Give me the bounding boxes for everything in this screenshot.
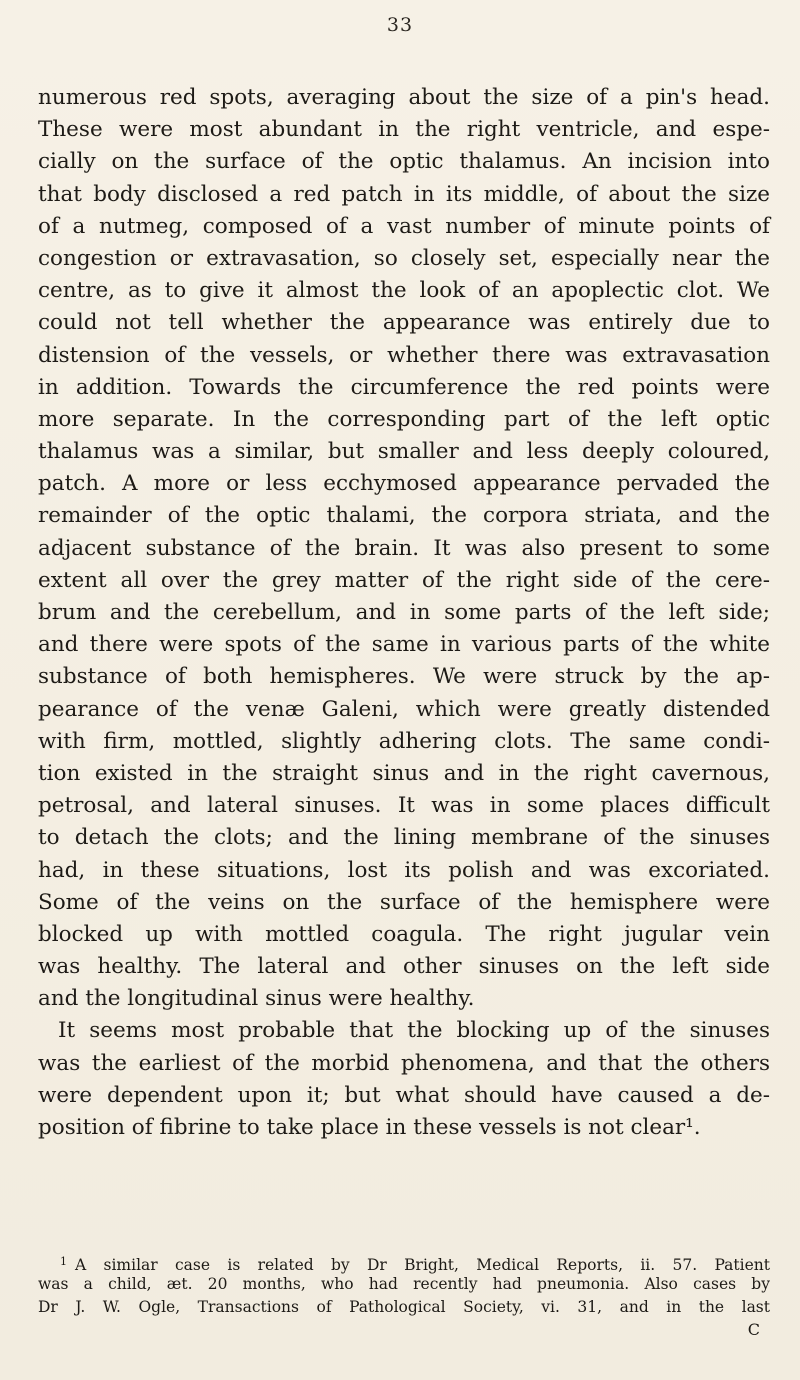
text-line: was the earliest of the morbid phenomena, and that the others: [38, 1050, 770, 1076]
text-line: congestion or extravasation, so closely set, especially near the: [38, 245, 770, 271]
text-line: extent all over the grey matter of the right side of the cere-: [38, 567, 770, 593]
text-line: Some of the veins on the surface of the hemisphere were: [38, 889, 770, 915]
text-line: brum and the cerebellum, and in some parts of the left side;: [38, 600, 770, 625]
text-line: was healthy. The lateral and other sinuses on the left side: [38, 954, 770, 980]
text-line: position of fibrine to take place in these vessels is not clear¹.: [38, 1115, 701, 1140]
text-line: pearance of the venæ Galeni, which were greatly distended: [38, 696, 770, 722]
footnote-line: was a child, æt. 20 months, who had recently had pneumonia. Also cases by: [38, 1275, 770, 1293]
text-line: remainder of the optic thalami, the corpora striata, and the: [38, 503, 770, 529]
footnote-line: Dr J. W. Ogle, Transactions of Pathological Society, vi. 31, and in the last: [38, 1298, 770, 1316]
text-line: of a nutmeg, composed of a vast number of minute points of: [38, 213, 770, 239]
text-line: It seems most probable that the blocking up of the sinuses: [58, 1018, 770, 1044]
text-line: were dependent upon it; but what should have caused a de-: [38, 1082, 770, 1108]
text-line: distension of the vessels, or whether there was extravasation: [38, 342, 770, 368]
text-line: substance of both hemispheres. We were struck by the ap-: [38, 664, 770, 690]
text-line: patch. A more or less ecchymosed appearance pervaded the: [38, 471, 770, 497]
text-line: thalamus was a similar, but smaller and less deeply coloured,: [38, 439, 770, 465]
text-line: tion existed in the straight sinus and in the right cavernous,: [38, 760, 770, 786]
text-line: to detach the clots; and the lining membrane of the sinuses: [38, 825, 770, 851]
text-line: petrosal, and lateral sinuses. It was in some places difficult: [38, 793, 770, 819]
footnote-mark: 1: [60, 1255, 67, 1268]
text-line: adjacent substance of the brain. It was also present to some: [38, 535, 770, 561]
text-line: in addition. Towards the circumference the red points were: [38, 374, 770, 400]
footnote-text: A similar case is related by Dr Bright, Medical Reports, ii. 57. Patient: [75, 1256, 770, 1274]
text-line: and there were spots of the same in various parts of the white: [38, 632, 770, 658]
text-line: centre, as to give it almost the look of an apoplectic clot. We: [38, 278, 770, 304]
text-line: and the longitudinal sinus were healthy.: [38, 986, 475, 1012]
footnote: [38, 1250, 770, 1319]
text-line: cially on the surface of the optic thalamus. An incision into: [38, 149, 770, 175]
footnote-line: [38, 1250, 770, 1273]
page-number: 33: [386, 14, 414, 36]
body-text: [38, 82, 770, 1144]
text-line: numerous red spots, averaging about the size of a pin's head.: [38, 85, 770, 110]
text-line: blocked up with mottled coagula. The right jugular vein: [38, 921, 770, 947]
text-line: with firm, mottled, slightly adhering clots. The same condi-: [38, 728, 770, 754]
text-line: that body disclosed a red patch in its middle, of about the size: [38, 181, 770, 207]
text-line: had, in these situations, lost its polish and was excoriated.: [38, 857, 770, 883]
text-line: could not tell whether the appearance was entirely due to: [38, 310, 770, 336]
text-line: These were most abundant in the right ventricle, and espe-: [38, 117, 770, 143]
signature-mark: C: [747, 1320, 760, 1339]
text-line: more separate. In the corresponding part of the left optic: [38, 406, 770, 432]
